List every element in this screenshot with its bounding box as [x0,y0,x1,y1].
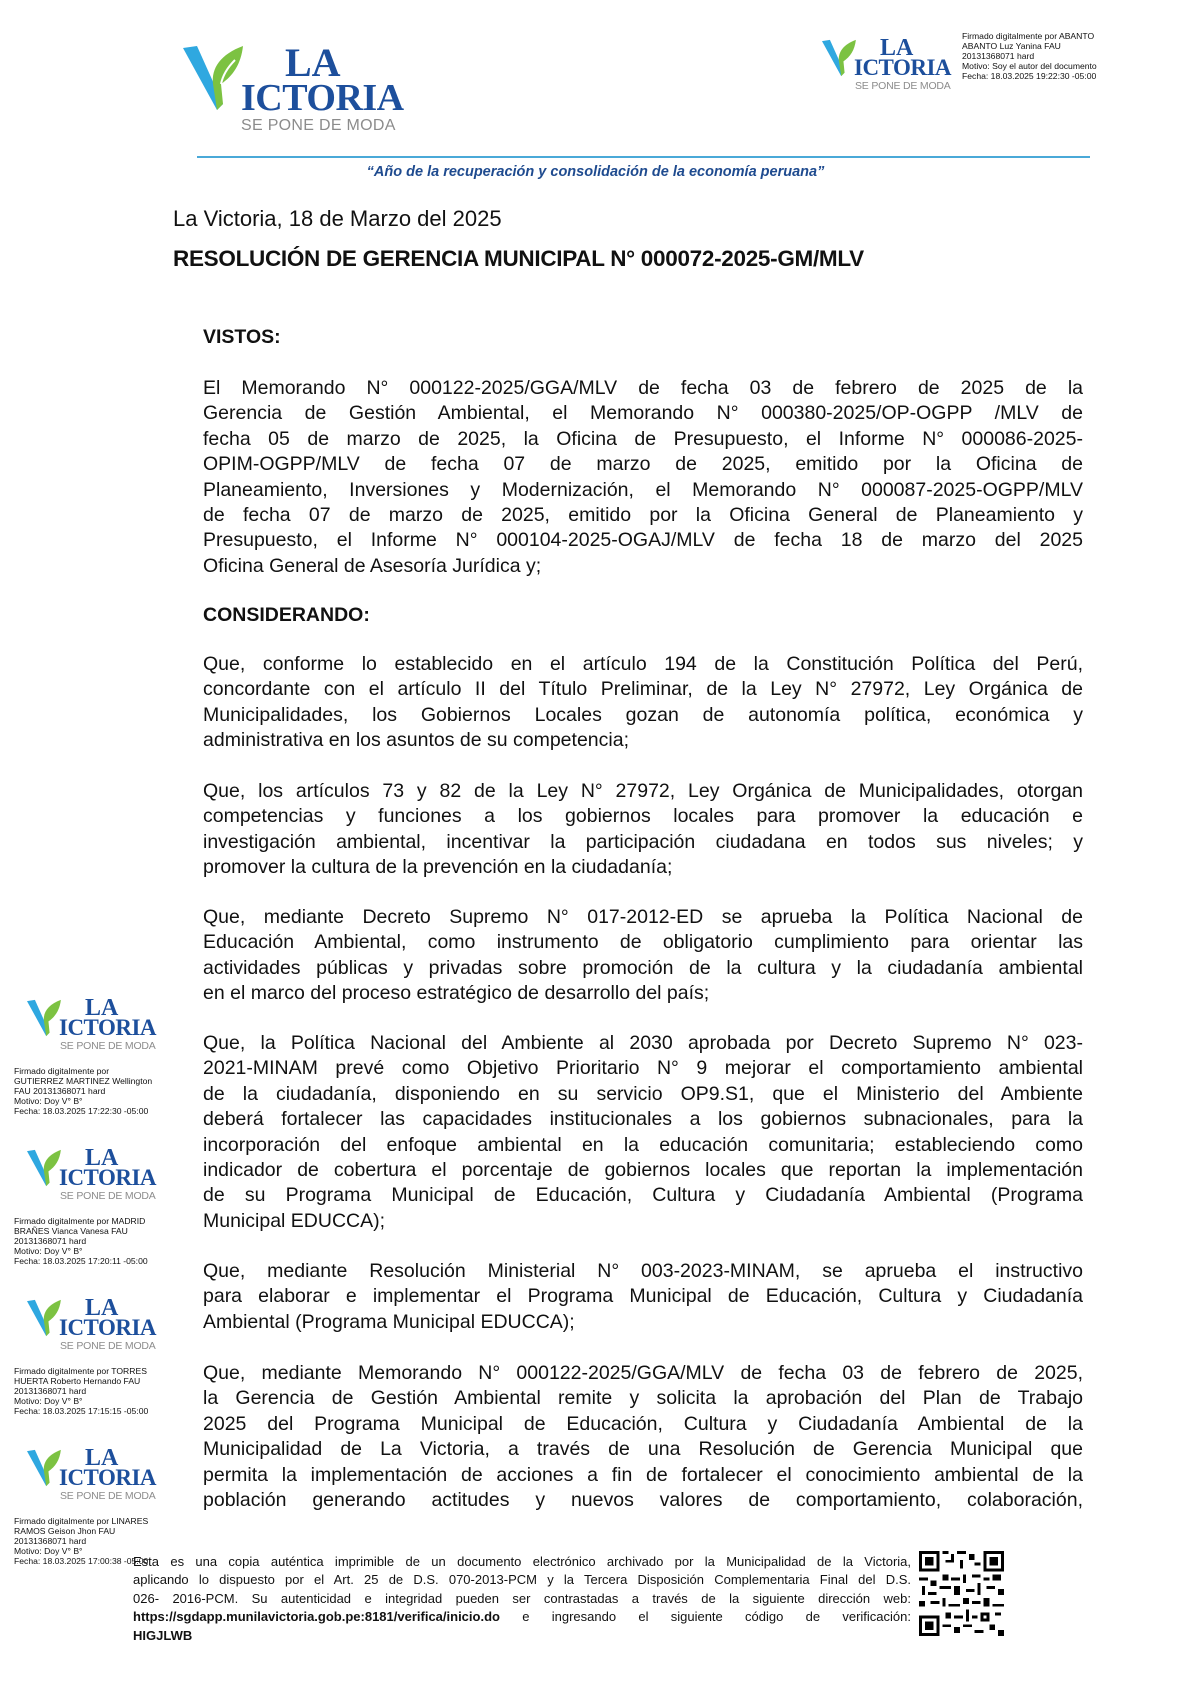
v-leaf-icon [822,38,857,78]
logo-la-text: LA [85,995,119,1021]
authenticity-footer: Esta es una copia auténtica imprimible de un documento electrónico archivado por la Municipalidad de la Victoria, aplicando lo dispuesto por el Art. 25 de D.S. 070-2013-PCM y la Tercera Disposición Complementaria Final del D.S. 026- 2016-PCM. Su autenticidad e integridad pueden ser contrastadas a través de la siguiente dirección web: https://sgdapp.munilavictoria.gob.pe:8181/verifica/inicio.do e ingresando el siguiente código de verificación: HIGJLWB [133,1554,911,1643]
signature-line: ABANTO Luz Yanina FAU [962,41,1061,51]
logo-victoria-text: ICTORIA [59,1015,157,1040]
logo-victoria-text: ICTORIA [59,1465,157,1490]
signature-stamp-logo [822,36,957,96]
v-leaf-icon [183,44,245,112]
document-date: La Victoria, 18 de Marzo del 2025 [173,206,502,231]
considerando-paragraph-3: Que, mediante Decreto Supremo N° 017-2012-ED se aprueba la Política Nacional de Educación Ambiental, como instrumento de obligatorio cumplimiento para orientar las actividades públicas y privadas sobre promoción de la cultura y la ciudadanía ambiental en el marco del proceso estratégico de desarrollo del país; [203,906,1083,1005]
vistos-paragraph: El Memorando N° 000122-2025/GGA/MLV de fecha 03 de febrero de 2025 de la Gerencia de Gestión Ambiental, el Memorando N° 000380-2025/OP-OGPP /MLV de fecha 05 de marzo de 2025, la Oficina de Presupuesto, el Informe N° 000086-2025- OPIM-OGPP/MLV de fecha 07 de marzo de 2025, emitido por la Oficina de Planeamiento, Inversiones y Modernización, el Memorando N° 000087-2025-OGPP/MLV de fecha 07 de marzo de 2025, emitido por la Oficina General de Planeamiento y Presupuesto, el Informe N° 000104-2025-OGAJ/MLV de fecha 18 de marzo del 2025 Oficina General de Asesoría Jurídica y; [203,377,1083,577]
logo-victoria-text: ICTORIA [241,77,404,119]
document-title: RESOLUCIÓN DE GERENCIA MUNICIPAL N° 000072-2025-GM/MLV [173,246,864,271]
signature-line: Motivo: Soy el autor del documento [962,61,1097,71]
signature-line: Firmado digitalmente por ABANTO [962,31,1095,41]
side-signature-1: Firmado digitalmente por GUTIERREZ MARTINEZ Wellington FAU 20131368071 hard Motivo: Doy V° B° Fecha: 18.03.2025 17:22:30 -05:00 [14,1066,153,1116]
logo-victoria-text: ICTORIA [59,1165,157,1190]
verification-code: HIGJLWB [133,1627,193,1643]
logo-tagline: SE PONE DE MODA [60,1040,156,1052]
considerando-paragraph-2: Que, los artículos 73 y 82 de la Ley N° 27972, Ley Orgánica de Municipalidades, otorgan competencias y funciones a los gobiernos locales para promover la educación e investigación ambiental, incentivar la participación ciudadana en todos sus niveles; y promover la cultura de la prevención en la ciudadanía; [203,780,1083,879]
considerando-paragraph-6: Que, mediante Memorando N° 000122-2025/GGA/MLV de fecha 03 de febrero de 2025, la Gerencia de Gestión Ambiental remite y solicita la aprobación del Plan de Trabajo 2025 del Programa Municipal de Educación, Cultura y Ciudadanía Ambiental de la Municipalidad de La Victoria, a través de una Resolución de Gerencia Municipal que permita la implementación de acciones a fin de fortalecer el conocimiento ambiental de la población generando actitudes y nuevos valores de comportamiento, colaboración, [203,1362,1083,1511]
la-victoria-logo [183,40,418,135]
logo-tagline: SE PONE DE MODA [60,1190,156,1202]
logo-tagline: SE PONE DE MODA [60,1490,156,1502]
v-leaf-icon [27,1298,62,1338]
logo-tagline: SE PONE DE MODA [241,117,396,134]
considerando-heading: CONSIDERANDO: [203,604,370,626]
side-stamp-logo-1 [27,996,162,1056]
qr-code-icon [919,1551,1004,1636]
signature-line: Fecha: 18.03.2025 19:22:30 -05:00 [962,71,1097,81]
logo-la-text: LA [285,40,341,85]
logo-tagline: SE PONE DE MODA [855,80,951,92]
side-signature-2: Firmado digitalmente por MADRID BRAÑES Vianca Vanesa FAU 20131368071 hard Motivo: Doy V° B° Fecha: 18.03.2025 17:20:11 -05:00 [14,1216,148,1266]
v-leaf-icon [27,1448,62,1488]
verification-url[interactable]: https://sgdapp.munilavictoria.gob.pe:8181/verifica/inicio.do [133,1609,500,1625]
header-divider [197,156,1090,158]
logo-victoria-text: ICTORIA [854,55,952,80]
considerando-paragraph-1: Que, conforme lo establecido en el artículo 194 de la Constitución Política del Perú, concordante con el artículo II del Título Preliminar, de la Ley N° 27972, Ley Orgánica de Municipalidades, los Gobiernos Locales gozan de autonomía política, económica y administrativa en los asuntos de su competencia; [203,653,1083,752]
signature-line: 20131368071 hard [962,51,1035,61]
side-stamp-logo-3 [27,1296,162,1356]
logo-victoria-text: ICTORIA [59,1315,157,1340]
side-signature-3: Firmado digitalmente por TORRES HUERTA Roberto Hernando FAU 20131368071 hard Motivo: Doy V° B° Fecha: 18.03.2025 17:15:15 -05:00 [14,1366,149,1416]
logo-la-text: LA [85,1445,119,1471]
vistos-heading: VISTOS: [203,326,281,348]
v-leaf-icon [27,998,62,1038]
logo-la-text: LA [85,1145,119,1171]
considerando-paragraph-5: Que, mediante Resolución Ministerial N° 003-2023-MINAM, se aprueba el instructivo para elaborar e implementar el Programa Municipal de Educación, Cultura y Ciudadanía Ambiental (Programa Municipal EDUCCA); [203,1260,1083,1333]
logo-tagline: SE PONE DE MODA [60,1340,156,1352]
side-stamp-logo-4 [27,1446,162,1506]
side-stamp-logo-2 [27,1146,162,1206]
signature-top-text [962,31,1097,81]
v-leaf-icon [27,1148,62,1188]
year-motto: “Año de la recuperación y consolidación de la economía peruana” [366,164,825,180]
side-signature-4: Firmado digitalmente por LINARES RAMOS Geison Jhon FAU 20131368071 hard Motivo: Doy V° B° Fecha: 18.03.2025 17:00:38 -05:00 [14,1516,149,1566]
considerando-paragraph-4: Que, la Política Nacional del Ambiente al 2030 aprobada por Decreto Supremo N° 023- 2021-MINAM prevé como Objetivo Prioritario N° 9 mejorar el comportamiento ambiental de la ciudadanía, disponiendo en su servicio OP9.S1, que el Ministerio del Ambiente deberá fortalecer las capacidades institucionales a los gobiernos subnacionales, para la incorporación del enfoque ambiental en la educación comunitaria; estableciendo como indicador de cobertura el porcentaje de gobiernos locales que reportan la implementación de su Programa Municipal de Educación, Cultura y Ciudadanía Ambiental (Programa Municipal EDUCCA); [203,1032,1083,1232]
logo-la-text: LA [85,1295,119,1321]
logo-la-text: LA [880,35,914,61]
